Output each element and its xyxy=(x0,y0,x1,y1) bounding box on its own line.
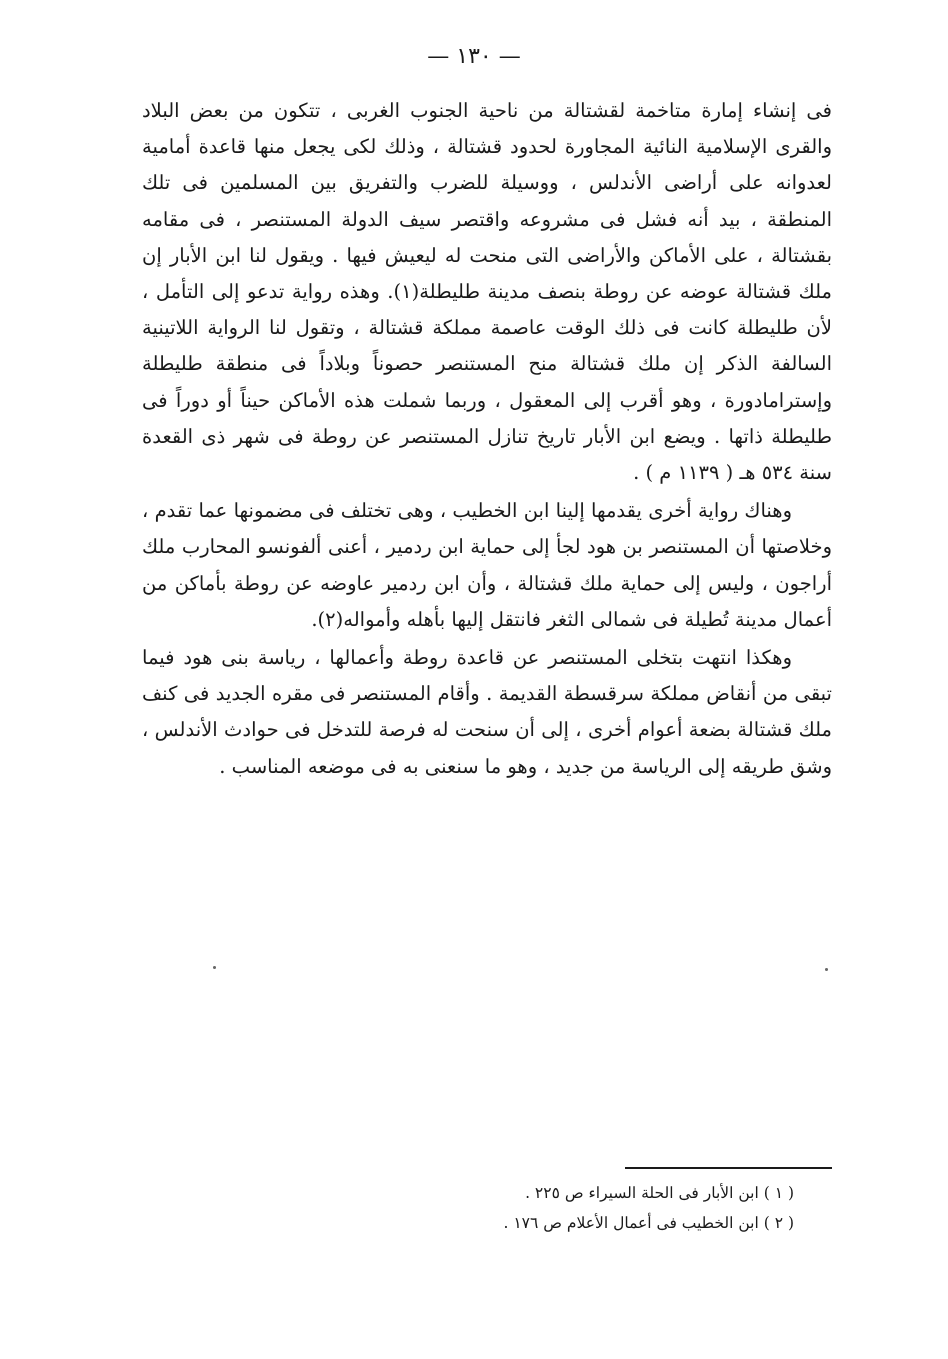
footnote: ( ١ ) ابن الأبار فى الحلة السيراء ص ٢٢٥ . xyxy=(525,1184,794,1202)
page-number: — ١٣٠ — xyxy=(427,44,521,69)
paper-speck xyxy=(825,968,828,971)
paragraph: فى إنشاء إمارة متاخمة لقشتالة من ناحية الجنوب الغربى ، تتكون من بعض البلاد والقرى الإسلامية النائية المجاورة لحدود قشتالة ، وذلك لكى يجعل منها قاعدة أمامية لعدوانه على أراضى الأندلس ، ووسيلة للضرب والتفريق بين المسلمين فى تلك المنطقة ، بيد أنه فشل فى مشروعه واقتصر سيف الدولة المستنصر ، فى مقامه بقشتالة ، على الأماكن والأراضى التى منحت له ليعيش فيها . ويقول لنا ابن الأبار إن ملك قشتالة عوضه عن روطة بنصف مدينة طليطلة(١). وهذه رواية تدعو إلى التأمل ، لأن طليطلة كانت فى ذلك الوقت عاصمة مملكة قشتالة ، وتقول لنا الرواية اللاتينية السالفة الذكر إن ملك قشتالة منح المستنصر حصوناً وبلاداً فى منطقة طليطلة وإسترامادورة ، وهو أقرب إلى المعقول ، وربما شملت هذه الأماكن حيناً أو دوراً فى طليطلة ذاتها . ويضع ابن الأبار تاريخ تنازل المستنصر عن روطة فى شهر ذى القعدة سنة ٥٣٤ هـ ( ١١٣٩ م ) . xyxy=(142,99,832,485)
footnote: ( ٢ ) ابن الخطيب فى أعمال الأعلام ص ١٧٦ . xyxy=(503,1214,794,1232)
paragraph: وهناك رواية أخرى يقدمها إلينا ابن الخطيب ، وهى تختلف فى مضمونها عما تقدم ، وخلاصتها أن المستنصر بن هود لجأ إلى حماية ابن ردمير ، أعنى ألفونسو المحارب ملك أراجون ، وليس إلى حماية ملك قشتالة ، وأن ابن ردمير عاوضه عن روطة بأماكن من أعمال مدينة تُطيلة فى شمالى الثغر فانتقل إليها بأهله وأمواله(٢). xyxy=(142,499,832,631)
main-text xyxy=(142,93,832,785)
paragraph: وهكذا انتهت بتخلى المستنصر عن قاعدة روطة وأعمالها ، رياسة بنى هود فيما تبقى من أنقاض مملكة سرقسطة القديمة . وأقام المستنصر فى مقره الجديد فى كنف ملك قشتالة بضعة أعوام أخرى ، إلى أن سنحت له فرصة للتدخل فى حوادث الأندلس ، وشق طريقه إلى الرياسة من جديد ، وهو ما سنعنى به فى موضعه المناسب . xyxy=(142,646,832,778)
footnotes xyxy=(142,1178,794,1238)
paper-speck xyxy=(213,966,216,969)
footnote-divider xyxy=(625,1167,832,1169)
